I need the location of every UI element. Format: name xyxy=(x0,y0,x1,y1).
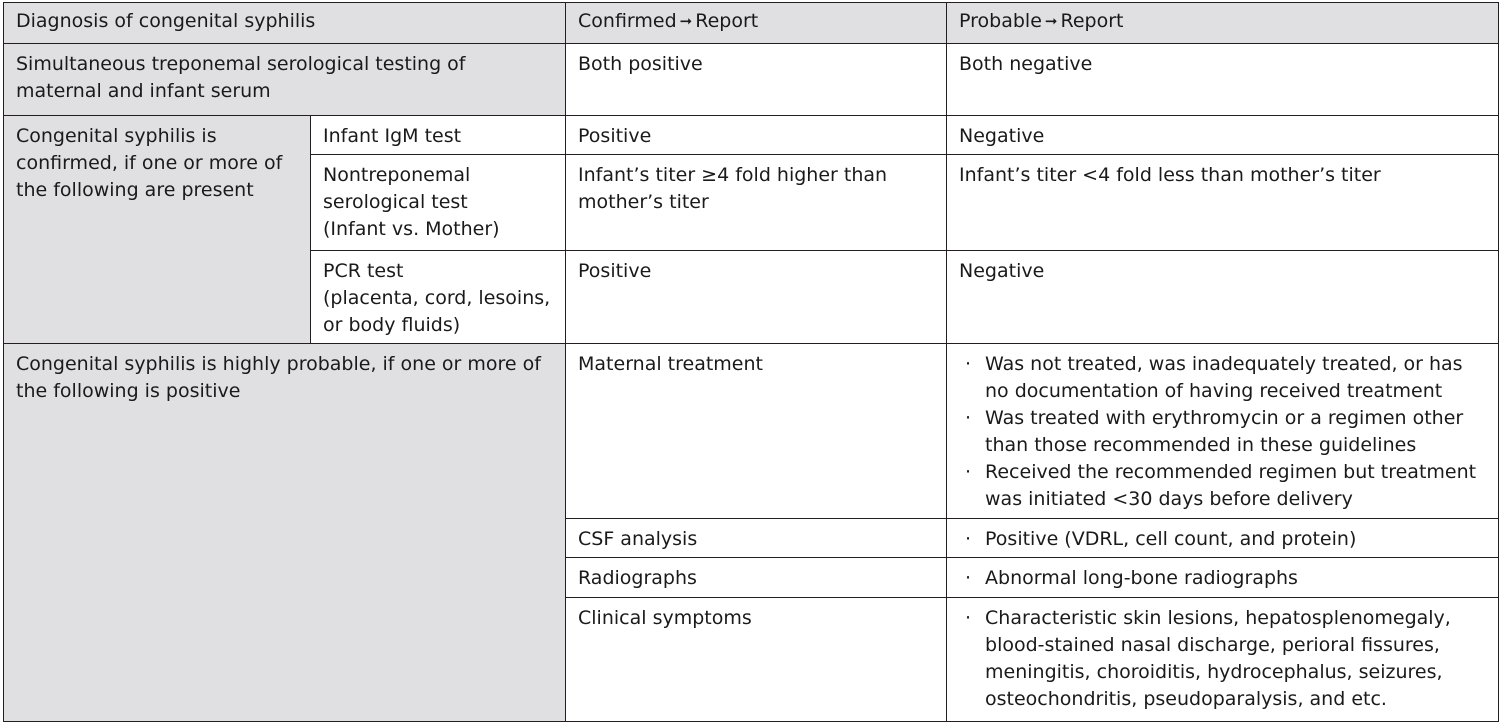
pcr-confirmed: Positive xyxy=(566,251,947,344)
csf-criterion: CSF analysis xyxy=(566,519,947,558)
maternal-treatment-criterion: Maternal treatment xyxy=(566,344,947,519)
clinical-symptoms-criterion: Clinical symptoms xyxy=(566,598,947,722)
bullet-list xyxy=(959,605,1488,713)
table-row-maternal-treatment xyxy=(4,344,1499,519)
nontreponemal-confirmed: Infant’s titer ≥4 fold higher than mother’s titer xyxy=(566,155,947,251)
maternal-treatment-points xyxy=(947,344,1499,519)
header-diagnosis: Diagnosis of congenital syphilis xyxy=(4,3,566,44)
test-name-line: serological test xyxy=(323,191,468,213)
simultaneous-confirmed: Both positive xyxy=(566,44,947,116)
nontreponemal-probable: Infant’s titer <4 fold less than mother’s titer xyxy=(947,155,1499,251)
header-confirmed-report: Report xyxy=(695,10,759,32)
table-row-igm xyxy=(4,116,1499,155)
table-row-simultaneous xyxy=(4,44,1499,116)
arrow-right-icon: ➞ xyxy=(1044,12,1058,30)
probable-group-label: Congenital syphilis is highly probable, if one or more of the following is positive xyxy=(4,344,566,722)
test-name-line: (placenta, cord, lesoins, xyxy=(323,287,551,309)
radiographs-points xyxy=(947,558,1499,598)
test-name-line: Nontreponemal xyxy=(323,164,471,186)
igm-probable: Negative xyxy=(947,116,1499,155)
bullet-list xyxy=(959,565,1488,592)
header-probable xyxy=(947,3,1499,44)
test-name-line: or body fluids) xyxy=(323,314,461,336)
list-item: · Characteristic skin lesions, hepatosplenomegaly, blood-stained nasal discharge, perioral fissures, meningitis, choroiditis, hydrocephalus, seizures, osteochondritis, pseudoparalysis, and etc. xyxy=(959,605,1488,713)
header-confirmed xyxy=(566,3,947,44)
simultaneous-label: Simultaneous treponemal serological testing of maternal and infant serum xyxy=(4,44,566,116)
radiographs-criterion: Radiographs xyxy=(566,558,947,598)
header-probable-word: Probable xyxy=(959,10,1042,32)
list-item: · Received the recommended regimen but treatment was initiated <30 days before delivery xyxy=(959,459,1488,513)
arrow-right-icon: ➞ xyxy=(679,12,693,30)
clinical-symptoms-points xyxy=(947,598,1499,722)
list-item: · Positive (VDRL, cell count, and protein) xyxy=(959,526,1488,553)
list-item: · Was treated with erythromycin or a regimen other than those recommended in these guidelines xyxy=(959,405,1488,459)
list-item: · Abnormal long-bone radiographs xyxy=(959,565,1488,592)
header-probable-report: Report xyxy=(1060,10,1124,32)
nontreponemal-test-name xyxy=(311,155,566,251)
test-name-line: PCR test xyxy=(323,260,404,282)
igm-test-name xyxy=(311,116,566,155)
test-name-line: (Infant vs. Mother) xyxy=(323,218,500,240)
csf-points xyxy=(947,519,1499,558)
pcr-probable: Negative xyxy=(947,251,1499,344)
header-row xyxy=(4,3,1499,44)
igm-confirmed: Positive xyxy=(566,116,947,155)
test-name-line: Infant IgM test xyxy=(323,125,462,147)
congenital-syphilis-diagnosis-table xyxy=(3,2,1499,722)
bullet-list xyxy=(959,351,1488,513)
table-wrapper xyxy=(3,2,1499,722)
bullet-list xyxy=(959,526,1488,553)
pcr-test-name xyxy=(311,251,566,344)
confirmed-group-label: Congenital syphilis is confirmed, if one or more of the following are present xyxy=(4,116,311,344)
header-confirmed-word: Confirmed xyxy=(578,10,677,32)
list-item: · Was not treated, was inadequately treated, or has no documentation of having received treatment xyxy=(959,351,1488,405)
simultaneous-probable: Both negative xyxy=(947,44,1499,116)
